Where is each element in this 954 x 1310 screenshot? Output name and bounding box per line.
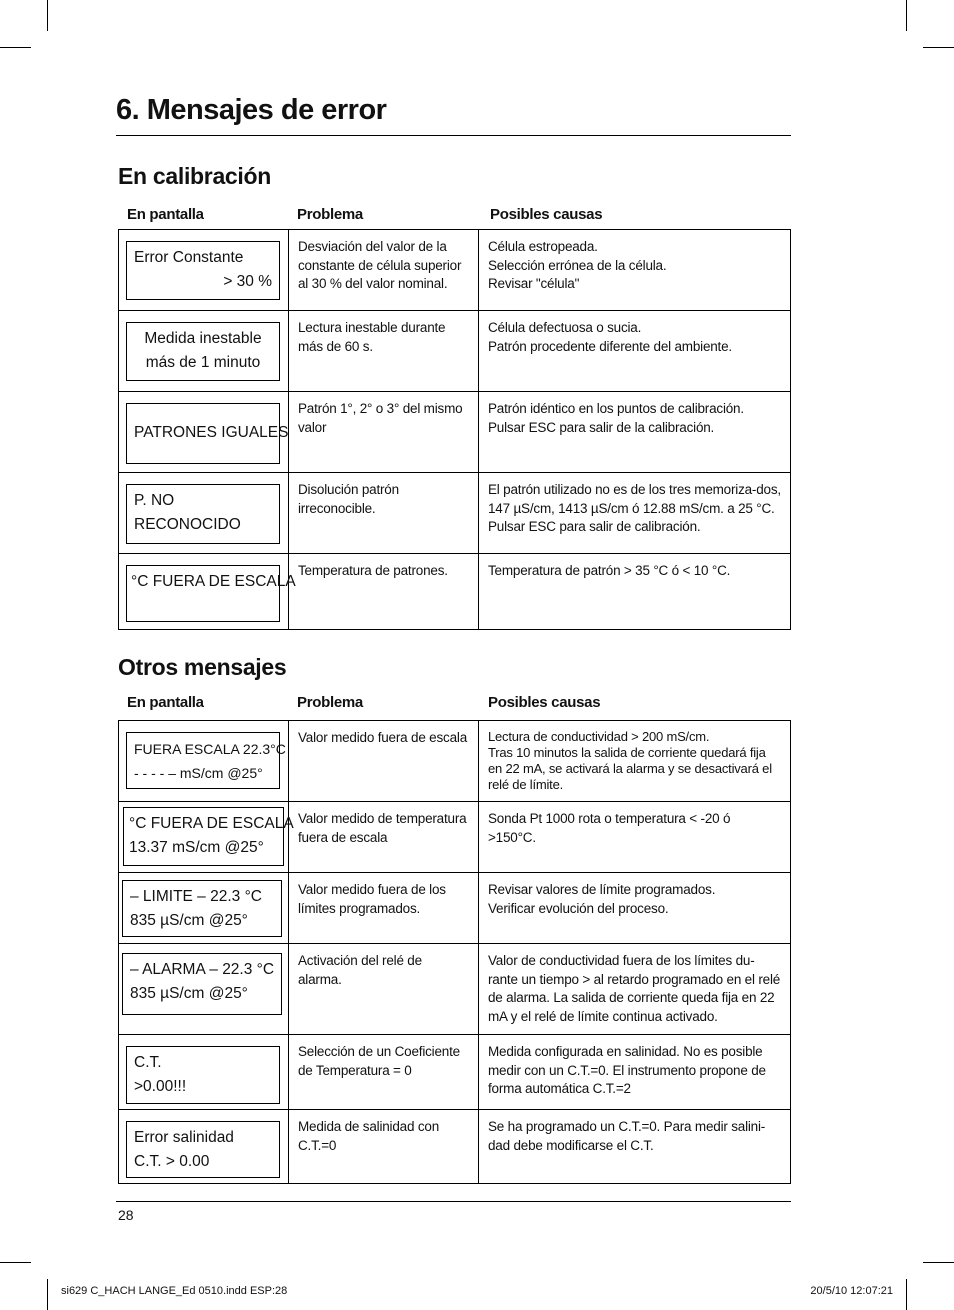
crop-mark: [47, 1279, 48, 1310]
causes-text: Temperatura de patrón > 35 °C ó < 10 °C.: [488, 563, 731, 578]
col-header-causes: Posibles causas: [488, 694, 601, 711]
display-box: [123, 807, 294, 866]
other-messages-heading: Otros mensajes: [118, 654, 287, 680]
display-line: > 30 %: [223, 273, 272, 290]
display-line: FUERA ESCALA 22.3°C: [134, 741, 286, 757]
display-box: [122, 880, 282, 937]
causes-text: Lectura de conductividad > 200 mS/cm. Tras 10 minutos la salida de corriente quedará fija en 22 mA, se activará la alarma y se desactivará el relé de límite.: [488, 729, 772, 792]
display-line: Error salinidad: [134, 1129, 234, 1146]
crop-mark: [47, 0, 48, 31]
problem-text: Desviación del valor de la constante de célula superior al 30 % del valor nominal.: [298, 239, 462, 291]
display-line: C.T. > 0.00: [134, 1153, 210, 1170]
footer-file-info: si629 C_HACH LANGE_Ed 0510.indd ESP:28: [61, 1285, 288, 1297]
calibration-table: [118, 229, 791, 630]
table-row: [119, 311, 791, 392]
problem-text: Lectura inestable durante más de 60 s.: [298, 320, 446, 354]
display-line: más de 1 minuto: [145, 354, 261, 371]
display-box: [126, 403, 289, 464]
display-line: – ALARMA – 22.3 °C: [130, 961, 275, 978]
display-box: [126, 1046, 280, 1104]
display-box: [126, 241, 280, 300]
title-divider: [116, 135, 791, 136]
display-line: 835 µS/cm @25°: [130, 912, 248, 929]
display-box: [122, 953, 282, 1015]
table-row: [119, 1110, 791, 1184]
display-line: C.T.: [134, 1054, 162, 1071]
problem-text: Valor medido de temperatura fuera de escala: [298, 811, 467, 845]
footer-timestamp: 20/5/10 12:07:21: [810, 1285, 893, 1297]
display-box: [126, 484, 280, 544]
display-line: P. NO: [134, 492, 175, 509]
display-line: >0.00!!!: [134, 1078, 187, 1095]
display-line: – LIMITE – 22.3 °C: [130, 888, 262, 905]
causes-text: Célula defectuosa o sucia. Patrón procedente diferente del ambiente.: [488, 320, 732, 354]
crop-mark: [906, 1279, 907, 1310]
crop-mark: [0, 47, 31, 48]
col-header-problem: Problema: [297, 206, 363, 223]
table-row: [119, 230, 791, 311]
display-line: PATRONES IGUALES: [134, 424, 289, 441]
table-row: [119, 473, 791, 554]
causes-text: Se ha programado un C.T.=0. Para medir salini-dad debe modificarse el C.T.: [488, 1119, 766, 1153]
display-box: [126, 565, 296, 622]
causes-text: Patrón idéntico en los puntos de calibración. Pulsar ESC para salir de la calibración.: [488, 401, 744, 435]
causes-text: Medida configurada en salinidad. No es posible medir con un C.T.=0. El instrumento propone de forma automática C.T.=2: [488, 1044, 766, 1096]
causes-text: Sonda Pt 1000 rota o temperatura < -20 ó >150°C.: [488, 811, 731, 845]
page-divider: [116, 1201, 791, 1202]
problem-text: Valor medido fuera de escala: [298, 730, 468, 745]
crop-mark: [923, 47, 954, 48]
crop-mark: [906, 0, 907, 31]
table-row: [119, 873, 791, 944]
table-row: [119, 392, 791, 473]
problem-text: Temperatura de patrones.: [298, 563, 448, 578]
problem-text: Patrón 1°, 2° o 3° del mismo valor: [298, 401, 463, 435]
table-row: [119, 554, 791, 630]
display-box: [126, 732, 286, 789]
problem-text: Valor medido fuera de los límites programados.: [298, 882, 446, 916]
causes-text: Célula estropeada. Selección errónea de la célula. Revisar "célula": [488, 239, 667, 291]
display-box: [126, 322, 280, 381]
crop-mark: [923, 1262, 954, 1263]
page-number: 28: [118, 1207, 134, 1223]
other-messages-table: [118, 720, 791, 1184]
display-line: 835 µS/cm @25°: [130, 985, 248, 1002]
causes-text: Valor de conductividad fuera de los límites du-rante un tiempo > al retardo programado en el relé de alarma. La salida de corriente queda fija en 22 mA y el relé de límite continua activado.: [488, 953, 781, 1024]
crop-mark: [0, 1262, 31, 1263]
col-header-display: En pantalla: [127, 694, 204, 711]
display-line: Error Constante: [134, 249, 244, 266]
problem-text: Disolución patrón irreconocible.: [298, 482, 399, 516]
table-row: [119, 802, 791, 873]
display-box: [126, 1121, 280, 1178]
problem-text: Activación del relé de alarma.: [298, 953, 422, 987]
causes-text: Revisar valores de límite programados. Verificar evolución del proceso.: [488, 882, 716, 916]
causes-text: El patrón utilizado no es de los tres memoriza-dos, 147 µS/cm, 1413 µS/cm ó 12.88 mS/cm. a 25 °C. Pulsar ESC para salir de calibración.: [488, 482, 781, 534]
calibration-heading: En calibración: [118, 163, 272, 189]
table-row: [119, 721, 791, 802]
col-header-causes: Posibles causas: [490, 206, 603, 223]
problem-text: Selección de un Coeficiente de Temperatura = 0: [298, 1044, 460, 1078]
display-line: - - - - – mS/cm @25°: [134, 765, 263, 781]
table-row: [119, 1035, 791, 1110]
col-header-problem: Problema: [297, 694, 363, 711]
page-title: 6. Mensajes de error: [116, 94, 387, 126]
col-header-display: En pantalla: [127, 206, 204, 223]
display-line: RECONOCIDO: [134, 516, 241, 533]
display-line: °C FUERA DE ESCALA: [129, 815, 294, 832]
table-row: [119, 944, 791, 1035]
display-line: Medida inestable: [144, 330, 262, 347]
display-line: °C FUERA DE ESCALA: [131, 573, 296, 590]
display-line: 13.37 mS/cm @25°: [129, 839, 264, 856]
problem-text: Medida de salinidad con C.T.=0: [298, 1119, 439, 1153]
